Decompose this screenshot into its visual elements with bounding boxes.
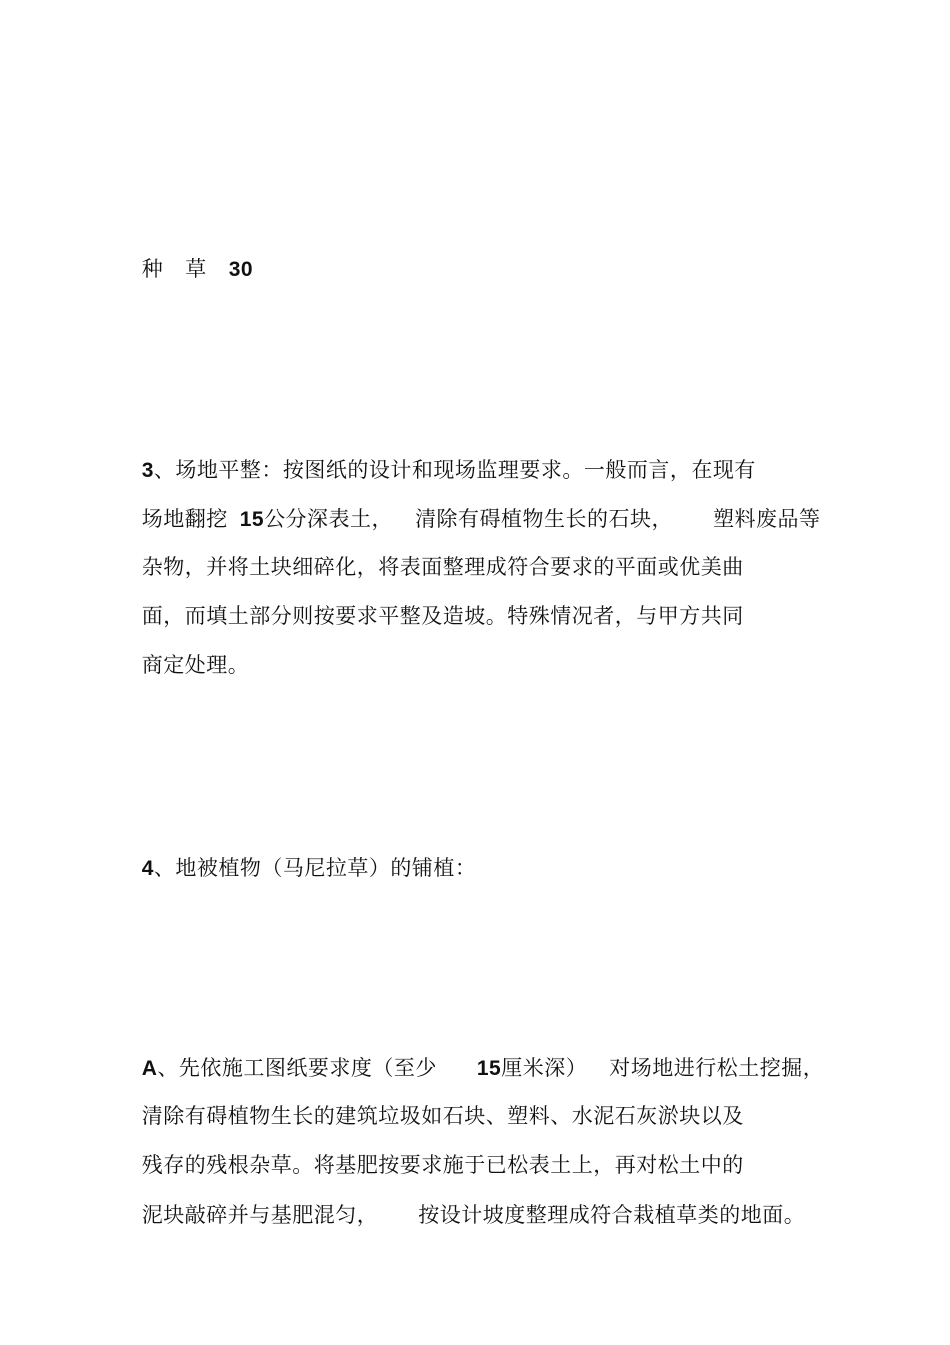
heading-number: 30 bbox=[228, 258, 254, 281]
section3-text-2a: 场地翻挖 bbox=[141, 507, 228, 531]
sectionA-line-4 bbox=[113, 1173, 805, 1257]
section3-text-2d: 塑料废品等 bbox=[713, 507, 821, 531]
sectionA-text-2: 清除有碍植物生长的建筑垃圾如石块、塑料、水泥石灰淤块以及 bbox=[141, 1104, 744, 1128]
sectionA-text-1b: 厘米深） bbox=[501, 1056, 588, 1080]
sectionA-text-4b: 按设计坡度整理成符合栽植草类的地面。 bbox=[418, 1203, 806, 1227]
sectionA-text-1c: 对场地进行松土挖掘， bbox=[609, 1056, 825, 1080]
sectionA-text-1a: 、先依施工图纸要求度（至少 bbox=[157, 1056, 437, 1080]
section4-title: 、地被植物（马尼拉草）的铺植： bbox=[153, 856, 477, 880]
section3-depth-number: 15 bbox=[239, 508, 265, 531]
sectionA-text-4a: 泥块敲碎并与基肥混匀， bbox=[141, 1203, 379, 1227]
section3-line-5 bbox=[113, 623, 249, 707]
section3-number: 3 bbox=[141, 459, 154, 482]
heading-char-2: 草 bbox=[185, 257, 207, 281]
heading-char-1: 种 bbox=[141, 257, 164, 281]
section4-title-line bbox=[113, 826, 476, 911]
sectionA-letter: A bbox=[141, 1057, 158, 1080]
section3-text-3: 杂物，并将土块细碎化，将表面整理成符合要求的平面或优美曲 bbox=[141, 555, 744, 579]
section3-text-4: 面，而填土部分则按要求平整及造坡。特殊情况者，与甲方共同 bbox=[141, 604, 744, 628]
section3-text-2b: 公分深表土， bbox=[264, 507, 394, 531]
sectionA-depth-number: 15 bbox=[476, 1057, 502, 1080]
heading-line bbox=[113, 227, 253, 312]
section3-text-1: 、场地平整：按图纸的设计和现场监理要求。一般而言，在现有 bbox=[153, 458, 756, 482]
section3-text-5: 商定处理。 bbox=[141, 653, 250, 677]
section4-number: 4 bbox=[141, 857, 154, 880]
sectionA-text-3: 残存的残根杂草。将基肥按要求施于已松表土上，再对松土中的 bbox=[141, 1153, 744, 1177]
section3-text-2c: 清除有碍植物生长的石块， bbox=[415, 507, 674, 531]
